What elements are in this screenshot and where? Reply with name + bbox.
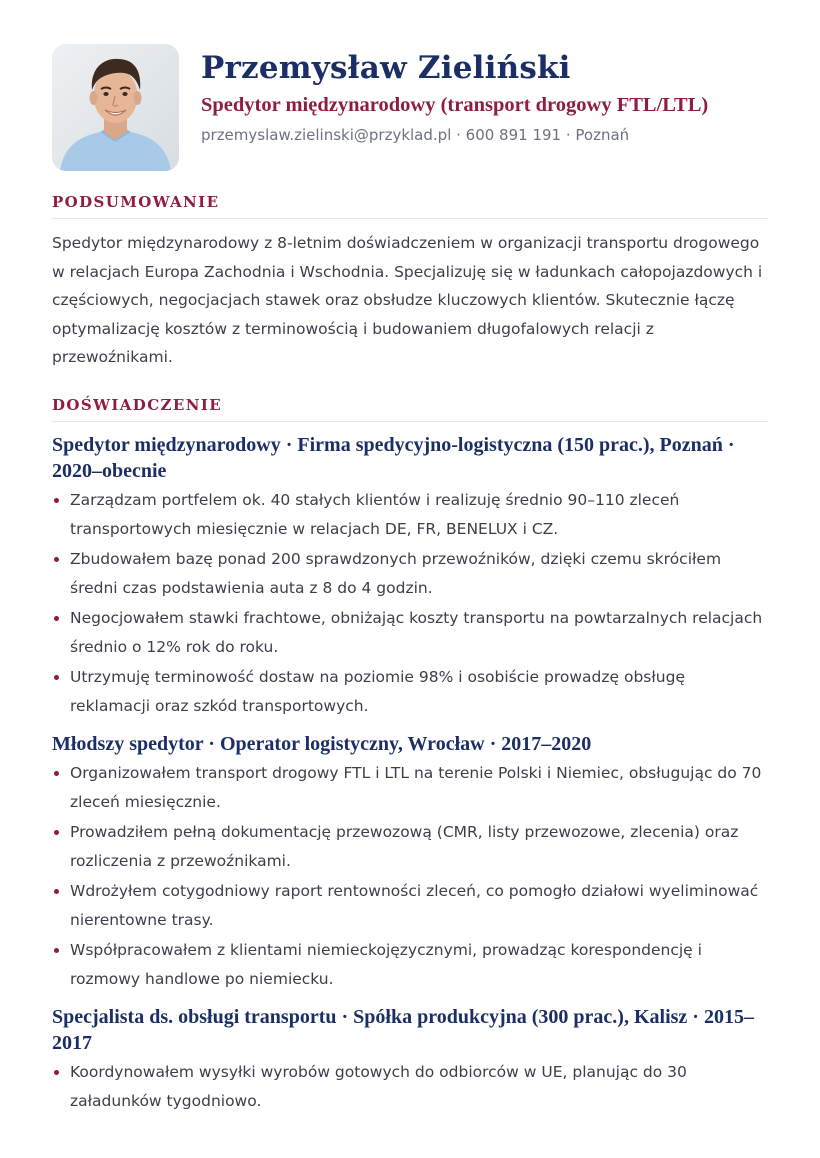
job-bullets (52, 1058, 768, 1116)
bullet-dot-icon (54, 616, 59, 621)
job-bullets (52, 759, 768, 994)
job-bullet (52, 604, 768, 662)
candidate-name: Przemysław Zieliński (201, 50, 571, 86)
resume-header (52, 44, 768, 171)
bullet-dot-icon (54, 948, 59, 953)
bullet-text: Koordynowałem wysyłki wyrobów gotowych do odbiorców w UE, planując do 30 załadunków tygodniowo. (70, 1062, 687, 1110)
job-bullets (52, 486, 768, 721)
job-entry (52, 432, 768, 721)
contact-line: przemyslaw.zielinski@przyklad.pl · 600 891 191 · Poznań (201, 126, 630, 144)
bullet-text: Negocjowałem stawki frachtowe, obniżając koszty transportu na powtarzalnych relacjach średnio o 12% rok do roku. (70, 608, 763, 656)
job-bullet (52, 663, 768, 721)
bullet-text: Utrzymuję terminowość dostaw na poziomie 98% i osobiście prowadzę obsługę reklamacji oraz szkód transportowych. (70, 667, 685, 715)
job-bullet (52, 936, 768, 994)
summary-section (52, 193, 768, 372)
job-bullet (52, 545, 768, 603)
summary-heading: PODSUMOWANIE (52, 193, 768, 219)
bullet-text: Współpracowałem z klientami niemieckojęzycznymi, prowadząc korespondencję i rozmowy handlowe po niemiecku. (70, 940, 702, 988)
bullet-dot-icon (54, 771, 59, 776)
bullet-text: Prowadziłem pełną dokumentację przewozową (CMR, listy przewozowe, zlecenia) oraz rozliczenia z przewoźnikami. (70, 822, 739, 870)
header-text (201, 44, 708, 146)
job-title: Młodszy spedytor · Operator logistyczny, Wrocław · 2017–2020 (52, 732, 592, 755)
job-title: Specjalista ds. obsługi transportu · Spółka produkcyjna (300 prac.), Kalisz · 2015–2017 (52, 1005, 754, 1054)
summary-text: Spedytor międzynarodowy z 8-letnim doświadczeniem w organizacji transportu drogowego w relacjach Europa Zachodnia i Wschodnia. Specjalizuję się w ładunkach całopojazdowych i częściowych, negocjacjach stawek oraz obsłudze kluczowych klientów. Skutecznie łączę optymalizację kosztów z terminowością i budowaniem długofalowych relacji z przewoźnikami. (52, 234, 763, 366)
job-bullet (52, 818, 768, 876)
bullet-dot-icon (54, 830, 59, 835)
job-bullet (52, 877, 768, 935)
bullet-dot-icon (54, 1070, 59, 1075)
job-entry (52, 731, 768, 994)
experience-section (52, 396, 768, 1116)
bullet-text: Zbudowałem bazę ponad 200 sprawdzonych przewoźników, dzięki czemu skróciłem średni czas podstawienia auta z 8 do 4 godzin. (70, 549, 722, 597)
job-bullet (52, 759, 768, 817)
candidate-role: Spedytor międzynarodowy (transport drogowy FTL/LTL) (201, 94, 709, 116)
job-bullet (52, 486, 768, 544)
job-title: Spedytor międzynarodowy · Firma spedycyjno-logistyczna (150 prac.), Poznań · 2020–obecnie (52, 433, 735, 482)
job-entry (52, 1004, 768, 1116)
job-bullet (52, 1058, 768, 1116)
bullet-text: Organizowałem transport drogowy FTL i LTL na terenie Polski i Niemiec, obsługując do 70 zleceń miesięcznie. (70, 763, 762, 811)
experience-heading: DOŚWIADCZENIE (52, 396, 768, 422)
bullet-dot-icon (54, 498, 59, 503)
profile-photo (52, 44, 179, 171)
profile-photo-illustration (52, 44, 179, 171)
bullet-dot-icon (54, 557, 59, 562)
bullet-text: Zarządzam portfelem ok. 40 stałych klientów i realizuję średnio 90–110 zleceń transportowych miesięcznie w relacjach DE, FR, BENELUX i CZ. (70, 490, 680, 538)
bullet-dot-icon (54, 675, 59, 680)
bullet-text: Wdrożyłem cotygodniowy raport rentowności zleceń, co pomogło działowi wyeliminować nierentowne trasy. (70, 881, 759, 929)
bullet-dot-icon (54, 889, 59, 894)
